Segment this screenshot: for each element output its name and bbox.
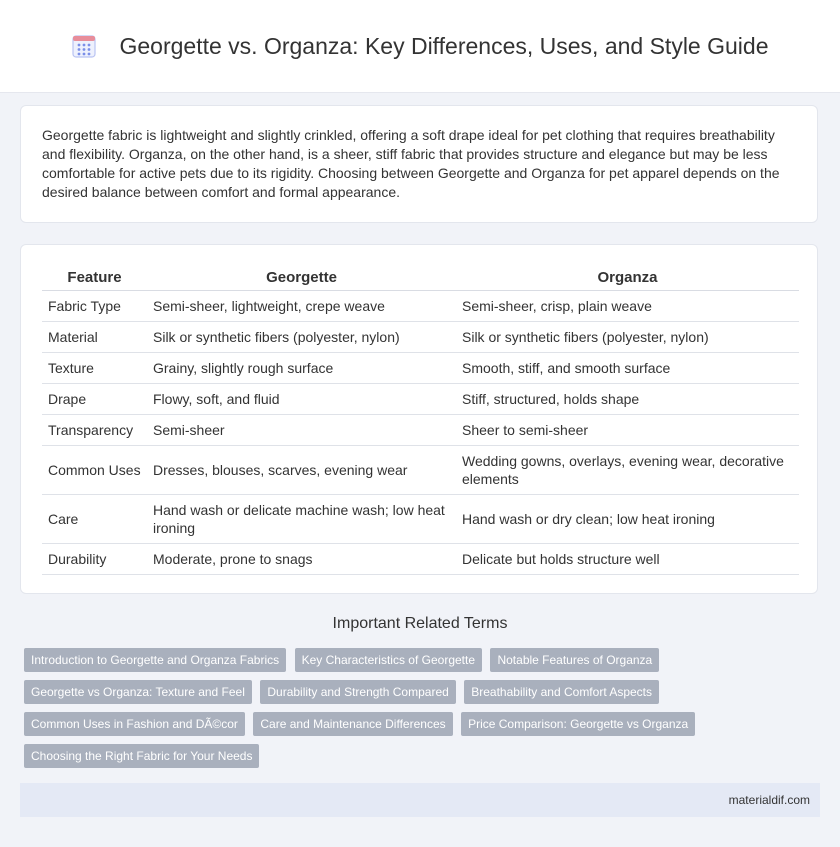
- table-row: [42, 384, 799, 415]
- table-row: [42, 544, 799, 575]
- georgette-cell: Moderate, prone to snags: [147, 544, 456, 575]
- georgette-cell: Semi-sheer: [147, 415, 456, 446]
- georgette-cell: Flowy, soft, and fluid: [147, 384, 456, 415]
- related-term-tag[interactable]: Common Uses in Fashion and DÃ©cor: [24, 712, 245, 736]
- feature-cell: Fabric Type: [42, 291, 147, 322]
- column-header-organza: Organza: [456, 267, 799, 291]
- feature-cell: Durability: [42, 544, 147, 575]
- georgette-cell: Grainy, slightly rough surface: [147, 353, 456, 384]
- organza-cell: Smooth, stiff, and smooth surface: [456, 353, 799, 384]
- related-terms-list: [24, 648, 804, 776]
- feature-cell: Material: [42, 322, 147, 353]
- organza-cell: Wedding gowns, overlays, evening wear, decorative elements: [456, 446, 799, 495]
- table-row: [42, 495, 799, 544]
- organza-cell: Stiff, structured, holds shape: [456, 384, 799, 415]
- organza-cell: Semi-sheer, crisp, plain weave: [456, 291, 799, 322]
- related-terms-title: Important Related Terms: [332, 615, 508, 632]
- related-term-tag[interactable]: Key Characteristics of Georgette: [295, 648, 482, 672]
- page-header: [0, 0, 840, 93]
- organza-cell: Hand wash or dry clean; low heat ironing: [456, 495, 799, 544]
- feature-cell: Drape: [42, 384, 147, 415]
- georgette-cell: Hand wash or delicate machine wash; low heat ironing: [147, 495, 456, 544]
- related-term-tag[interactable]: Durability and Strength Compared: [260, 680, 455, 704]
- georgette-cell: Silk or synthetic fibers (polyester, nylon): [147, 322, 456, 353]
- calendar-icon: [71, 33, 97, 59]
- feature-cell: Care: [42, 495, 147, 544]
- table-row: [42, 322, 799, 353]
- related-term-tag[interactable]: Notable Features of Organza: [490, 648, 659, 672]
- related-term-tag[interactable]: Choosing the Right Fabric for Your Needs: [24, 744, 259, 768]
- georgette-cell: Semi-sheer, lightweight, crepe weave: [147, 291, 456, 322]
- table-row: [42, 353, 799, 384]
- table-row: [42, 291, 799, 322]
- intro-text: Georgette fabric is lightweight and slightly crinkled, offering a soft drape ideal for pet clothing that requires breathability and flexibility. Organza, on the other hand, is a sheer, stiff fabric that provides structure and elegance but may be less comfortable for active pets due to its rigidity. Choosing between Georgette and Organza for pet apparel depends on the desired balance between comfort and formal appearance.: [42, 127, 780, 200]
- footer-site-link[interactable]: materialdif.com: [728, 793, 810, 807]
- organza-cell: Sheer to semi-sheer: [456, 415, 799, 446]
- page-title: Georgette vs. Organza: Key Differences, Uses, and Style Guide: [119, 32, 769, 59]
- table-row: [42, 415, 799, 446]
- feature-cell: Texture: [42, 353, 147, 384]
- organza-cell: Delicate but holds structure well: [456, 544, 799, 575]
- georgette-cell: Dresses, blouses, scarves, evening wear: [147, 446, 456, 495]
- organza-cell: Silk or synthetic fibers (polyester, nylon): [456, 322, 799, 353]
- comparison-table: [42, 267, 799, 575]
- related-term-tag[interactable]: Price Comparison: Georgette vs Organza: [461, 712, 695, 736]
- feature-cell: Transparency: [42, 415, 147, 446]
- related-term-tag[interactable]: Care and Maintenance Differences: [253, 712, 452, 736]
- column-header-georgette: Georgette: [147, 267, 456, 291]
- related-term-tag[interactable]: Georgette vs Organza: Texture and Feel: [24, 680, 252, 704]
- related-term-tag[interactable]: Introduction to Georgette and Organza Fabrics: [24, 648, 286, 672]
- comparison-card: [20, 244, 818, 594]
- table-header-row: [42, 267, 799, 291]
- page-footer: [20, 783, 820, 817]
- table-row: [42, 446, 799, 495]
- feature-cell: Common Uses: [42, 446, 147, 495]
- intro-card: [20, 105, 818, 223]
- related-term-tag[interactable]: Breathability and Comfort Aspects: [464, 680, 659, 704]
- column-header-feature: Feature: [42, 267, 147, 291]
